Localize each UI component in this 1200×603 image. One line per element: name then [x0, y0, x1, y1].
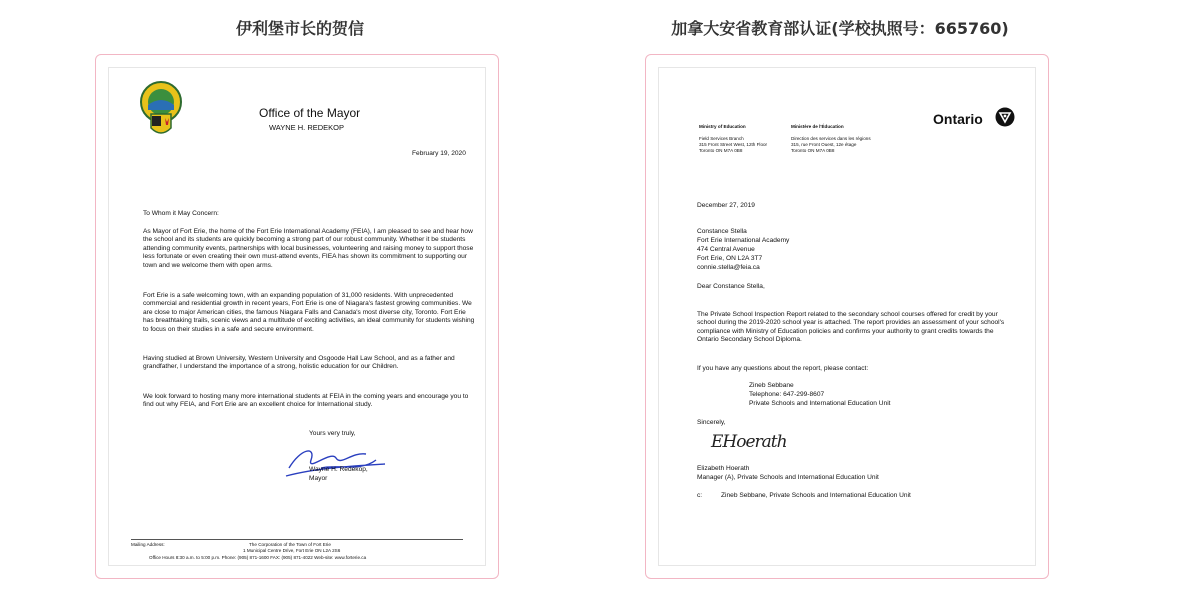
contact-line-3: Private Schools and International Education Unit: [749, 400, 891, 407]
footer-mailing-label: Mailing Address:: [131, 542, 165, 547]
footer-line-1: The Corporation of the Town of Fort Erie: [249, 542, 331, 547]
ministry-en-line-1: Field Services Branch: [699, 136, 744, 141]
paragraph-1: The Private School Inspection Report related to the secondary school courses offered for credit by your school during the 2019-2020 school year is attached. The report provides an assessment of your school's compliance with Ministry of Education policies and confirms your authority to grant credits towards the Ontario Secondary School Diploma.: [697, 311, 1005, 344]
ministry-fr-line-3: Toronto ON M7A 0B8: [791, 148, 835, 153]
salutation: To Whom it May Concern:: [143, 210, 219, 217]
recipient-line-3: 474 Central Avenue: [697, 246, 755, 253]
signer-name: Wayne H. Redekop,: [309, 466, 368, 473]
ministry-en-title: Ministry of Education: [699, 124, 746, 129]
contact-line-1: Zineb Sebbane: [749, 382, 794, 389]
signer-title: Mayor: [309, 475, 328, 482]
cc-label: c:: [697, 492, 703, 499]
cc-text: Zineb Sebbane, Private Schools and International Education Unit: [721, 492, 911, 499]
paragraph-2: If you have any questions about the report, please contact:: [697, 365, 869, 372]
signer-title: Manager (A), Private Schools and International Education Unit: [697, 474, 879, 481]
office-title: Office of the Mayor: [259, 106, 361, 120]
ministry-en-line-3: Toronto ON M7A 0B8: [699, 148, 743, 153]
paragraph-2: Fort Erie is a safe welcoming town, with an expanding population of 31,000 residents. With unprecedented commercial and residential growth in recent years, Fort Erie is one of Niagara's fastest growing communities. We are close to major American cities, the famous Niagara Falls and Canada's most diverse city, Toronto. Fort Erie has breathtaking trails, scenic views and a multitude of exciting activities, an ideal community for students wishing to focus on their studies in a safe and secure environment.: [143, 292, 475, 333]
footer-divider: [131, 539, 463, 540]
ministry-fr-line-1: Direction des services dans les régions: [791, 136, 871, 141]
signer-name: Elizabeth Hoerath: [697, 465, 750, 472]
mayor-signature: [281, 438, 391, 483]
ontario-wordmark: Ontario: [933, 111, 983, 127]
ontario-trillium-icon: [995, 107, 1015, 127]
closing: Sincerely,: [697, 419, 726, 426]
paragraph-1: As Mayor of Fort Erie, the home of the Fort Erie International Academy (FEIA), I am pleased to see and hear how the school and its students are quickly becoming a strong part of our robust community. Whether it be students attending community events, partnerships with local businesses, volunteering and raising money to support those less fortunate or even creating their own must-attend events, FIEA has shown its commitment to supporting our town and we welcome them with open arms.: [143, 228, 474, 269]
ministry-fr-title: Ministère de l'Éducation: [791, 124, 844, 129]
letter-date: February 19, 2020: [412, 150, 466, 157]
footer-line-3: Office Hours 8:30 a.m. to 5:00 p.m. Phone: (905) 871-1600 FAX: (905) 871-4022 Web-site: www.forterie.ca: [149, 555, 367, 560]
recipient-line-1: Constance Stella: [697, 228, 747, 235]
mayor-letter-page: [108, 67, 486, 566]
ministry-letter-page: [658, 67, 1036, 566]
footer-line-2: 1 Municipal Centre Drive, Fort Erie ON L2A 2S6: [243, 548, 341, 553]
recipient-line-2: Fort Erie International Academy: [697, 237, 790, 244]
right-caption: 加拿大安省教育部认证(学校执照号：665760): [671, 19, 1009, 38]
ministry-signature: EHoerath: [711, 432, 787, 452]
fort-erie-seal-icon: [131, 80, 191, 140]
ministry-en-line-2: 315 Front Street West, 12th Floor: [699, 142, 768, 147]
ministry-fr-line-2: 315, rue Front Ouest, 12e étage: [791, 142, 857, 147]
letter-date: December 27, 2019: [697, 202, 755, 209]
recipient-line-5: connie.stella@feia.ca: [697, 264, 760, 271]
recipient-line-4: Fort Erie, ON L2A 3T7: [697, 255, 763, 262]
salutation: Dear Constance Stella,: [697, 283, 765, 290]
closing: Yours very truly,: [309, 430, 356, 437]
contact-line-2: Telephone: 647-299-8607: [749, 391, 825, 398]
mayor-name-header: WAYNE H. REDEKOP: [269, 123, 345, 132]
paragraph-3: Having studied at Brown University, Western University and Osgoode Hall Law School, and as a father and grandfather, I understand the importance of a strong, holistic education for our Children.: [143, 355, 455, 371]
mayor-letter-frame: [95, 54, 499, 579]
ministry-letter-frame: [645, 54, 1049, 579]
left-caption: 伊利堡市长的贺信: [235, 19, 364, 38]
paragraph-4: We look forward to hosting many more international students at FEIA in the coming years and encourage you to find out why FEIA, and Fort Erie are an excellent choice for International study.: [143, 393, 469, 409]
